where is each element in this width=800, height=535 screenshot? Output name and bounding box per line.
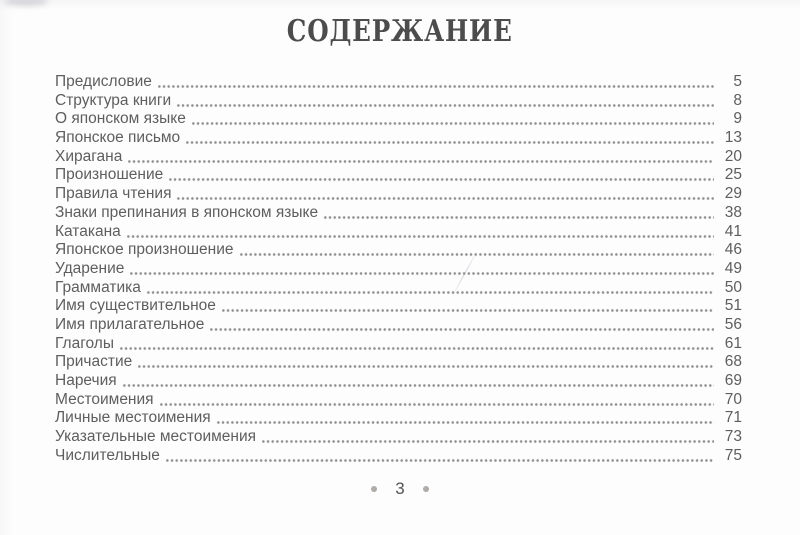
toc-entry-label: Произношение [55, 166, 164, 184]
toc-leader-dots [168, 166, 714, 185]
toc-entry [55, 297, 742, 316]
toc-entry-label: Грамматика [55, 278, 141, 296]
toc-leader-dots [137, 353, 714, 372]
toc-entry-label: Хирагана [55, 147, 123, 165]
toc-entry [55, 372, 742, 391]
toc-entry-label: О японском языке [55, 110, 186, 128]
toc-entry-label: Числительные [55, 446, 160, 464]
page-header [0, 0, 800, 49]
toc-entry-label: Имя прилагательное [55, 315, 205, 333]
toc-leader-dots [221, 297, 714, 316]
toc-leader-dots [176, 185, 714, 204]
toc-leader-dots [157, 73, 714, 92]
toc-leader-dots [126, 223, 714, 242]
footer-page-number: 3 [395, 479, 405, 498]
toc-entry-label: Катакана [55, 222, 121, 240]
toc-entry [55, 148, 742, 167]
toc-entry-page: 13 [724, 129, 742, 147]
toc-entry [55, 92, 742, 111]
toc-entry-page: 61 [724, 334, 742, 352]
toc-leader-dots [119, 335, 714, 354]
toc-entry-page: 70 [724, 390, 742, 408]
toc-entry-label: Знаки препинания в японском языке [55, 203, 319, 221]
toc-entry [55, 428, 742, 447]
toc-entry-page: 20 [724, 147, 742, 165]
toc-entry [55, 335, 742, 354]
toc-entry-page: 49 [724, 259, 742, 277]
toc-entry-page: 41 [724, 222, 742, 240]
toc-entry-page: 75 [724, 446, 742, 464]
toc-entry-label: Правила чтения [55, 185, 172, 203]
toc-leader-dots [261, 428, 714, 447]
toc-entry [55, 166, 742, 185]
toc-entry-label: Причастие [55, 353, 133, 371]
toc-entry-page: 51 [724, 297, 742, 315]
toc-entry-page: 9 [733, 110, 742, 128]
toc-entry-label: Личные местоимения [55, 409, 211, 427]
toc-leader-dots [191, 110, 714, 129]
toc-entry [55, 391, 742, 410]
toc-entry-label: Глаголы [55, 334, 114, 352]
toc-leader-dots [216, 409, 714, 428]
toc-leader-dots [122, 372, 714, 391]
toc-entry-page: 5 [733, 73, 742, 90]
toc-entry [55, 316, 742, 335]
toc-entry [55, 409, 742, 428]
dot-ornament-icon [423, 486, 429, 492]
toc-entry-page: 25 [724, 166, 742, 184]
toc-entry [55, 279, 742, 298]
toc-entry-page: 38 [724, 203, 742, 221]
toc-leader-dots [323, 204, 714, 223]
page-title: СОДЕРЖАНИЕ [287, 14, 513, 49]
toc-entry-label: Местоимения [55, 390, 154, 408]
toc-entry-label: Японское письмо [55, 129, 181, 147]
toc-entry-page: 69 [724, 372, 742, 389]
toc-entry [55, 129, 742, 148]
toc-leader-dots [159, 391, 714, 410]
toc-entry [55, 353, 742, 372]
toc-entry [55, 204, 742, 223]
toc-entry [55, 185, 742, 204]
toc-entry-page: 29 [724, 185, 742, 203]
toc-entry [55, 260, 742, 279]
toc-entry-label: Указательные местоимения [55, 428, 257, 446]
toc-entry [55, 447, 742, 466]
toc-entry-label: Японское произношение [55, 241, 234, 259]
toc-entry-page: 71 [724, 409, 742, 427]
toc-entry [55, 73, 742, 92]
toc-entry-page: 73 [724, 428, 742, 446]
toc-entry-page: 68 [724, 353, 742, 371]
toc-entry-label: Наречия [55, 372, 117, 389]
toc-leader-dots [165, 447, 714, 466]
toc-entry-page: 50 [724, 278, 742, 296]
toc-leader-dots [239, 241, 715, 260]
page-footer [0, 479, 800, 499]
toc-entry [55, 110, 742, 129]
toc-leader-dots [127, 148, 714, 167]
dot-ornament-icon [371, 486, 377, 492]
toc-entry-label: Ударение [55, 259, 125, 277]
toc-leader-dots [146, 279, 714, 298]
toc-entry-label: Структура книги [55, 91, 172, 109]
toc-entry [55, 241, 742, 260]
toc-entry [55, 223, 742, 242]
toc-entry-label: Имя существительное [55, 297, 216, 315]
toc-leader-dots [129, 260, 714, 279]
toc-entry-page: 8 [733, 91, 742, 109]
toc-entry-page: 56 [724, 315, 742, 333]
toc-leader-dots [209, 316, 714, 335]
toc-entry-label: Предисловие [55, 73, 152, 90]
toc-leader-dots [185, 129, 714, 148]
toc-list [55, 73, 742, 465]
toc-entry-page: 46 [724, 241, 742, 259]
toc-leader-dots [176, 92, 714, 111]
